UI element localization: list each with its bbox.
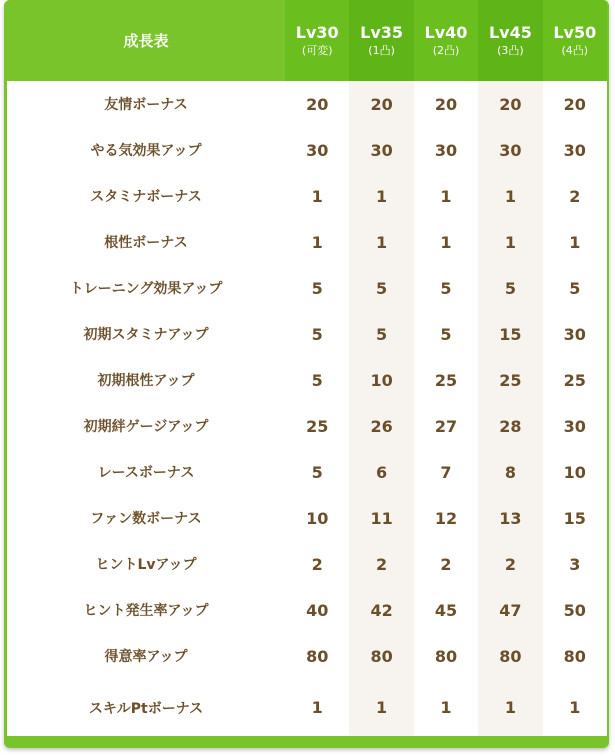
value-cell: 20	[543, 81, 607, 127]
table-row	[7, 127, 607, 173]
value-cell: 30	[349, 127, 413, 173]
value-cell: 30	[543, 403, 607, 449]
table-row	[7, 587, 607, 633]
value-cell: 5	[414, 311, 478, 357]
value-cell: 1	[414, 679, 478, 736]
value-cell: 5	[543, 265, 607, 311]
level-header	[414, 0, 478, 81]
value-cell: 80	[478, 633, 542, 679]
value-cell: 80	[349, 633, 413, 679]
corner-header: 成長表	[7, 0, 285, 81]
row-label: 初期根性アップ	[7, 357, 285, 403]
level-header	[349, 0, 413, 81]
level-note: (3凸)	[497, 43, 524, 57]
value-cell: 45	[414, 587, 478, 633]
value-cell: 20	[478, 81, 542, 127]
value-cell: 10	[349, 357, 413, 403]
value-cell: 25	[285, 403, 349, 449]
level-note: (2凸)	[432, 43, 460, 57]
row-label: やる気効果アップ	[7, 127, 285, 173]
row-label: スタミナボーナス	[7, 173, 285, 219]
row-label: 友情ボーナス	[7, 81, 285, 127]
value-cell: 20	[285, 81, 349, 127]
table-row	[7, 81, 607, 127]
value-cell: 20	[349, 81, 413, 127]
value-cell: 12	[414, 495, 478, 541]
row-label: 得意率アップ	[7, 633, 285, 679]
growth-table	[7, 0, 607, 736]
row-label: トレーニング効果アップ	[7, 265, 285, 311]
row-label: ヒント発生率アップ	[7, 587, 285, 633]
level-header	[543, 0, 607, 81]
row-label: 初期スタミナアップ	[7, 311, 285, 357]
value-cell: 2	[285, 541, 349, 587]
value-cell: 5	[414, 265, 478, 311]
value-cell: 6	[349, 449, 413, 495]
table-row	[7, 449, 607, 495]
value-cell: 8	[478, 449, 542, 495]
value-cell: 26	[349, 403, 413, 449]
value-cell: 50	[543, 587, 607, 633]
value-cell: 30	[543, 311, 607, 357]
value-cell: 11	[349, 495, 413, 541]
table-row	[7, 403, 607, 449]
level-header	[478, 0, 542, 81]
level-label: Lv30	[295, 22, 339, 42]
row-label: 根性ボーナス	[7, 219, 285, 265]
table-row	[7, 495, 607, 541]
level-note: (4凸)	[561, 43, 589, 57]
value-cell: 15	[478, 311, 542, 357]
value-cell: 1	[543, 219, 607, 265]
value-cell: 2	[478, 541, 542, 587]
value-cell: 5	[285, 449, 349, 495]
value-cell: 28	[478, 403, 542, 449]
growth-table-frame	[4, 0, 609, 748]
level-label: Lv40	[424, 22, 468, 42]
value-cell: 42	[349, 587, 413, 633]
value-cell: 27	[414, 403, 478, 449]
value-cell: 1	[349, 679, 413, 736]
value-cell: 30	[414, 127, 478, 173]
value-cell: 5	[285, 311, 349, 357]
value-cell: 30	[543, 127, 607, 173]
value-cell: 5	[349, 311, 413, 357]
value-cell: 10	[543, 449, 607, 495]
value-cell: 1	[285, 219, 349, 265]
value-cell: 1	[478, 679, 542, 736]
value-cell: 5	[478, 265, 542, 311]
level-label: Lv45	[488, 22, 532, 42]
value-cell: 1	[478, 219, 542, 265]
value-cell: 47	[478, 587, 542, 633]
level-label: Lv35	[360, 22, 404, 42]
value-cell: 5	[285, 265, 349, 311]
value-cell: 5	[349, 265, 413, 311]
value-cell: 1	[543, 679, 607, 736]
value-cell: 15	[543, 495, 607, 541]
value-cell: 1	[349, 219, 413, 265]
table-row	[7, 357, 607, 403]
value-cell: 2	[349, 541, 413, 587]
value-cell: 10	[285, 495, 349, 541]
table-row	[7, 173, 607, 219]
value-cell: 1	[414, 173, 478, 219]
value-cell: 80	[414, 633, 478, 679]
row-label: ファン数ボーナス	[7, 495, 285, 541]
table-row	[7, 265, 607, 311]
value-cell: 30	[285, 127, 349, 173]
value-cell: 1	[478, 173, 542, 219]
row-label: 初期絆ゲージアップ	[7, 403, 285, 449]
table-row	[7, 541, 607, 587]
value-cell: 5	[285, 357, 349, 403]
level-header	[285, 0, 349, 81]
row-label: スキルPtボーナス	[7, 679, 285, 736]
level-note: (1凸)	[368, 43, 395, 57]
value-cell: 25	[543, 357, 607, 403]
value-cell: 40	[285, 587, 349, 633]
value-cell: 7	[414, 449, 478, 495]
value-cell: 1	[349, 173, 413, 219]
value-cell: 80	[543, 633, 607, 679]
row-label: ヒントLvアップ	[7, 541, 285, 587]
value-cell: 1	[285, 679, 349, 736]
value-cell: 2	[543, 173, 607, 219]
table-row	[7, 219, 607, 265]
value-cell: 1	[414, 219, 478, 265]
value-cell: 25	[478, 357, 542, 403]
level-label: Lv50	[553, 22, 597, 42]
table-row	[7, 311, 607, 357]
table-row	[7, 633, 607, 679]
row-label: レースボーナス	[7, 449, 285, 495]
value-cell: 25	[414, 357, 478, 403]
value-cell: 2	[414, 541, 478, 587]
table-body	[7, 81, 607, 736]
value-cell: 13	[478, 495, 542, 541]
header-row	[7, 0, 607, 81]
value-cell: 30	[478, 127, 542, 173]
value-cell: 3	[543, 541, 607, 587]
value-cell: 20	[414, 81, 478, 127]
value-cell: 80	[285, 633, 349, 679]
table-row	[7, 679, 607, 736]
level-note: (可変)	[301, 43, 333, 57]
value-cell: 1	[285, 173, 349, 219]
